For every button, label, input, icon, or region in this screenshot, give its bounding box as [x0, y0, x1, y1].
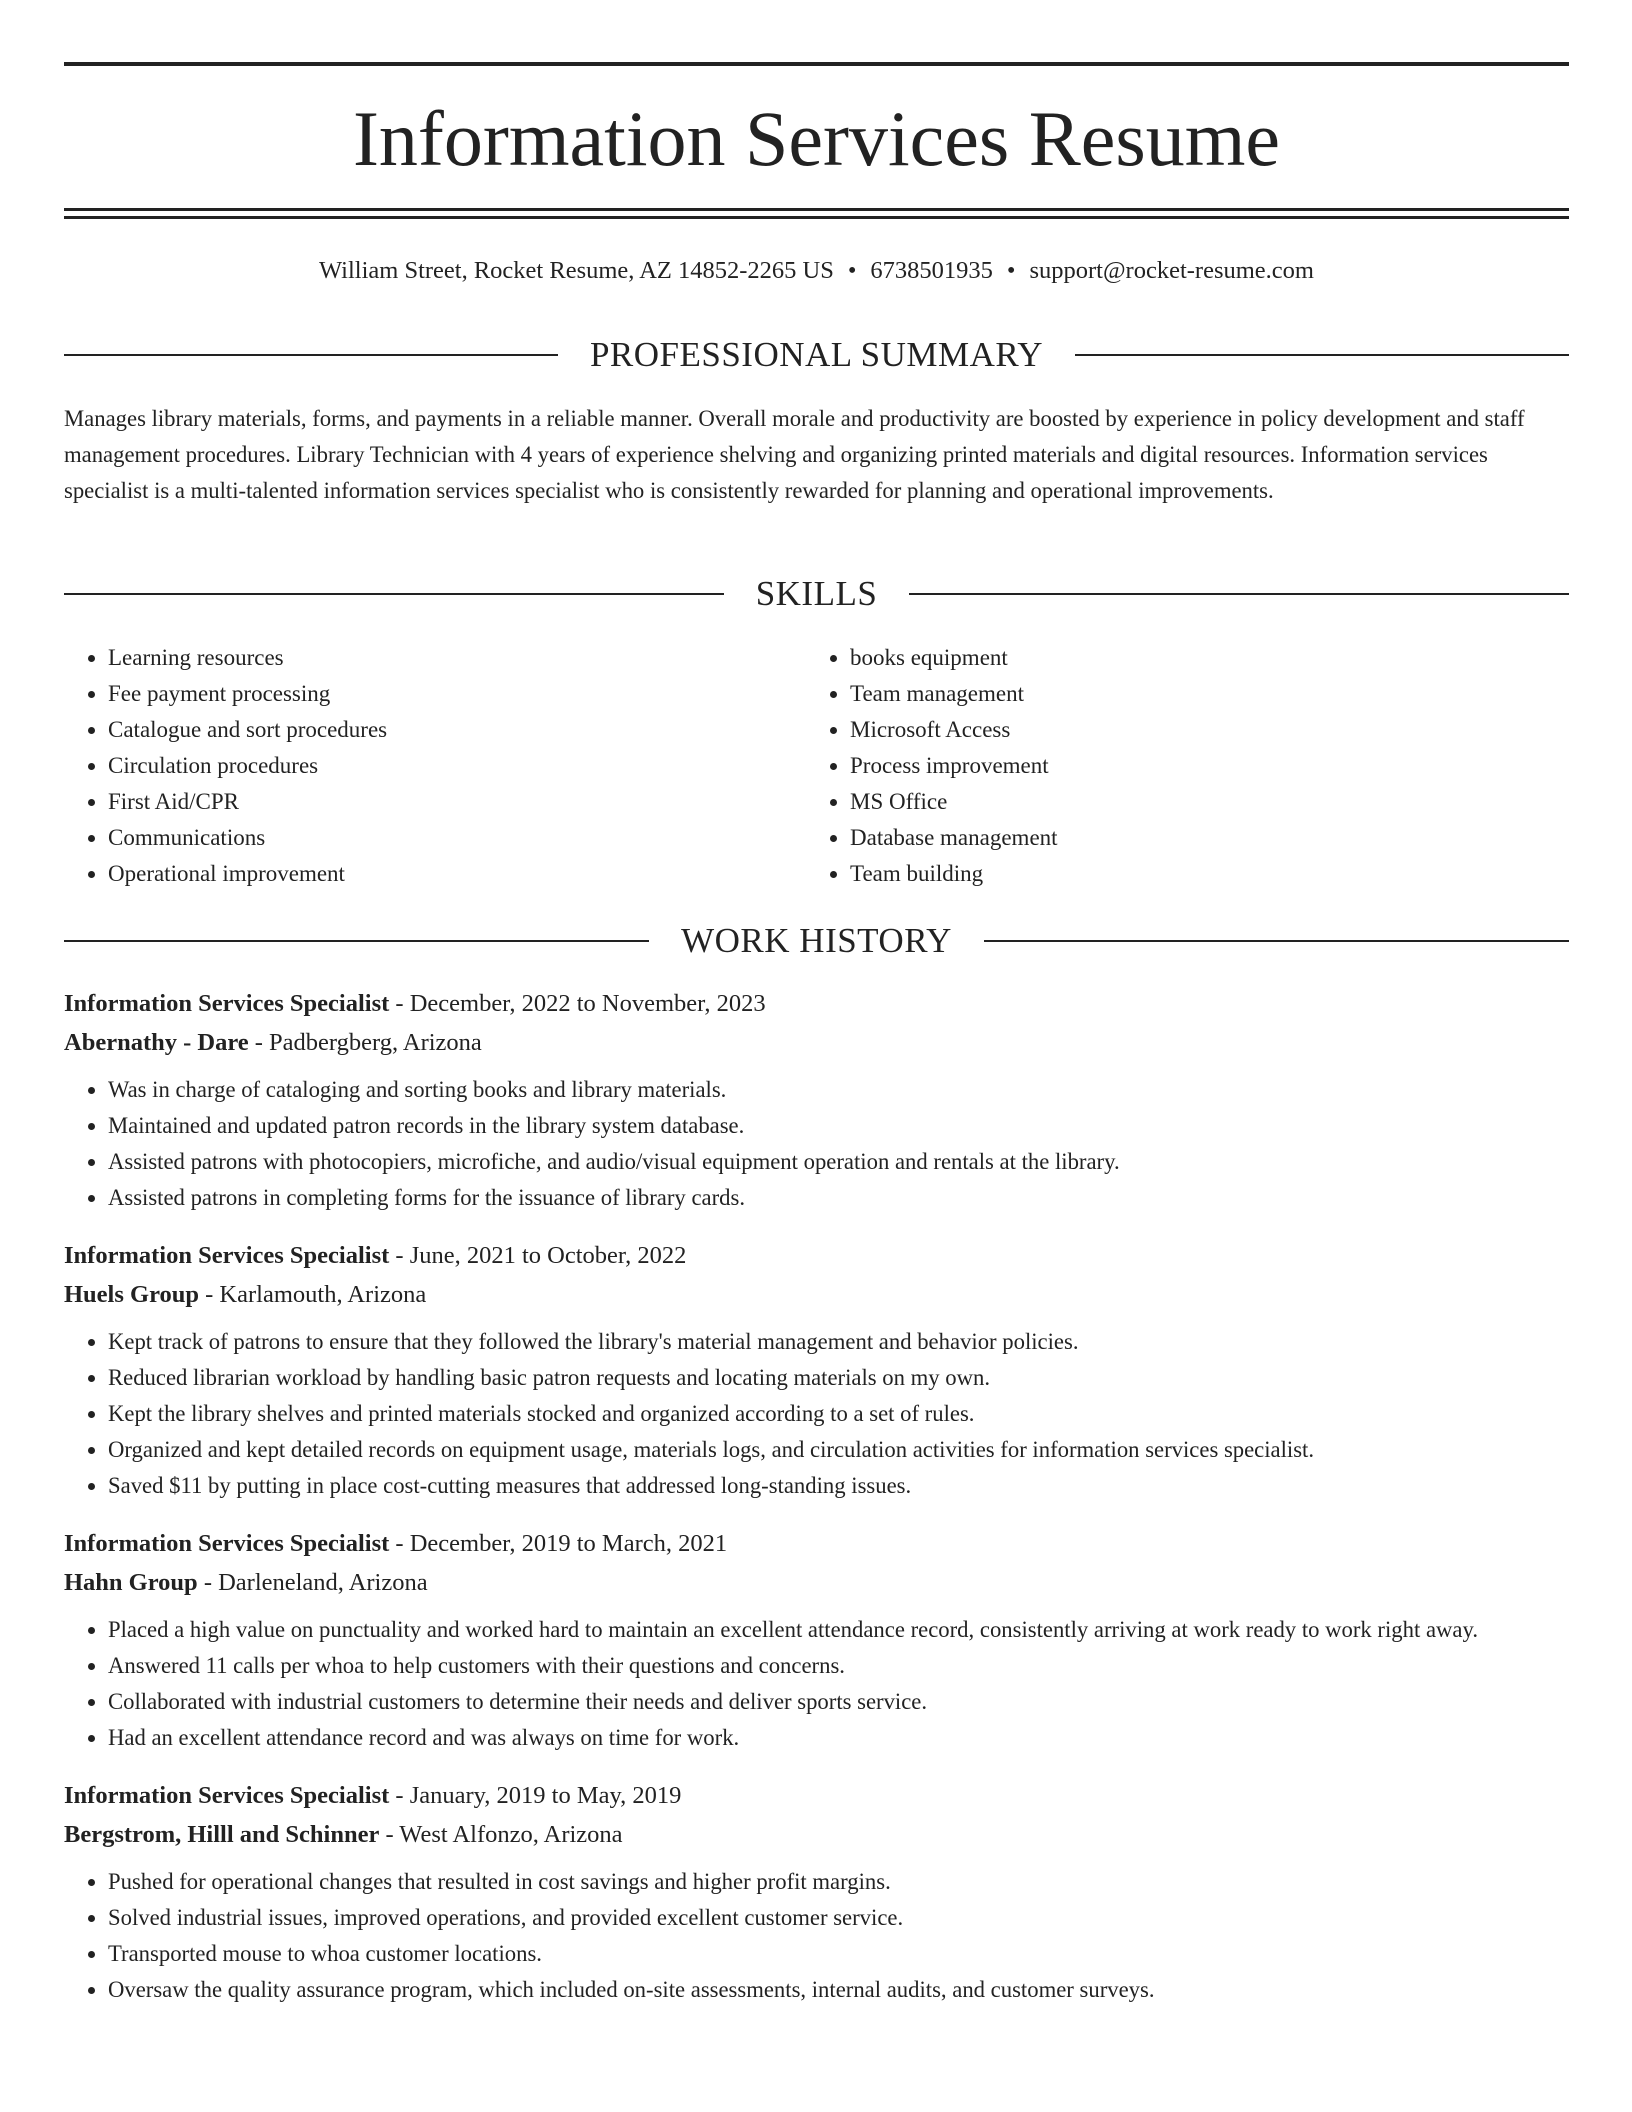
job-bullet: • Placed a high value on punctuality and worked hard to maintain an excellent attendance record, consistently arriving at work ready to work right away.	[108, 1612, 1569, 1648]
top-rule	[64, 62, 1569, 66]
job-bullet: • Assisted patrons with photocopiers, microfiche, and audio/visual equipment operation and rentals at the library.	[108, 1144, 1569, 1180]
job-bullets	[64, 1324, 1569, 1504]
skill-item: • Microsoft Access	[850, 712, 1550, 748]
skill-item: • Catalogue and sort procedures	[108, 712, 806, 748]
job-bullet: • Collaborated with industrial customers to determine their needs and deliver sports service.	[108, 1684, 1569, 1720]
contact-address: William Street, Rocket Resume, AZ 14852-2265 US	[319, 257, 834, 284]
job-bullet: • Saved $11 by putting in place cost-cutting measures that addressed long-standing issues.	[108, 1468, 1569, 1504]
job-company: Bergstrom, Hilll and Schinner	[64, 1821, 380, 1848]
title-rule-upper	[64, 208, 1569, 211]
contact-email: support@rocket-resume.com	[1029, 257, 1314, 284]
job-location: - Padbergberg, Arizona	[248, 1029, 482, 1056]
job-entry	[64, 1776, 1569, 2008]
job-entry	[64, 984, 1569, 1216]
job-bullet: • Reduced librarian workload by handling basic patron requests and locating materials on my own.	[108, 1360, 1569, 1396]
job-bullet: • Kept track of patrons to ensure that they followed the library's material management and behavior policies.	[108, 1324, 1569, 1360]
skill-item: • MS Office	[850, 784, 1550, 820]
job-location: - Karlamouth, Arizona	[199, 1281, 427, 1308]
summary-text: Manages library materials, forms, and payments in a reliable manner. Overall morale and productivity are boosted by experience in policy development and staff management procedures. Library Technician with 4 years of experience shelving and organizing printed materials and digital resources. Information services specialist is a multi-talented information services specialist who is consistently rewarded for planning and operational improvements.	[64, 406, 1525, 503]
job-bullet: • Organized and kept detailed records on equipment usage, materials logs, and circulation activities for information services specialist.	[108, 1432, 1569, 1468]
title-rule-lower	[64, 216, 1569, 219]
heading-rule	[909, 593, 1569, 595]
job-company: Abernathy - Dare	[64, 1029, 249, 1056]
job-bullet: • Assisted patrons in completing forms for the issuance of library cards.	[108, 1180, 1569, 1216]
job-title-line	[64, 1524, 1569, 1563]
job-title: Information Services Specialist	[64, 990, 390, 1017]
job-company-line	[64, 1563, 1569, 1602]
heading-rule	[1075, 354, 1569, 356]
skills-column-right	[806, 640, 1550, 892]
summary-heading	[64, 335, 1569, 375]
skills-list	[64, 640, 1569, 892]
job-company: Huels Group	[64, 1281, 200, 1308]
job-bullet: • Transported mouse to whoa customer locations.	[108, 1936, 1569, 1972]
job-company-line	[64, 1815, 1569, 1854]
job-company-line	[64, 1023, 1569, 1062]
heading-rule	[984, 940, 1569, 942]
job-title-line	[64, 984, 1569, 1023]
heading-rule	[64, 940, 649, 942]
job-dates: - January, 2019 to May, 2019	[389, 1782, 682, 1809]
skill-item: • Process improvement	[850, 748, 1550, 784]
skills-column-left	[64, 640, 806, 892]
contact-separator: •	[1006, 257, 1016, 284]
skills-heading	[64, 574, 1569, 614]
skill-item: • Fee payment processing	[108, 676, 806, 712]
skills-heading-label: SKILLS	[755, 574, 878, 613]
skill-item: • Database management	[850, 820, 1550, 856]
job-title-line	[64, 1776, 1569, 1815]
job-company-line	[64, 1275, 1569, 1314]
skill-item: • Team management	[850, 676, 1550, 712]
job-bullet: • Solved industrial issues, improved operations, and provided excellent customer service.	[108, 1900, 1569, 1936]
job-company: Hahn Group	[64, 1569, 198, 1596]
heading-rule	[64, 354, 558, 356]
job-bullet: • Kept the library shelves and printed materials stocked and organized according to a set of rules.	[108, 1396, 1569, 1432]
job-bullets	[64, 1612, 1569, 1756]
skill-item: • Circulation procedures	[108, 748, 806, 784]
heading-rule	[64, 593, 724, 595]
contact-line	[64, 255, 1569, 287]
skill-item: • Team building	[850, 856, 1550, 892]
work-history-list	[64, 984, 1569, 2028]
job-bullet: • Oversaw the quality assurance program, which included on-site assessments, internal audits, and customer surveys.	[108, 1972, 1569, 2008]
job-dates: - December, 2022 to November, 2023	[389, 990, 766, 1017]
resume-title: Information Services Resume	[352, 95, 1281, 182]
job-bullets	[64, 1864, 1569, 2008]
job-location: - Darleneland, Arizona	[197, 1569, 428, 1596]
job-location: - West Alfonzo, Arizona	[379, 1821, 623, 1848]
skill-item: • Operational improvement	[108, 856, 806, 892]
job-title: Information Services Specialist	[64, 1242, 390, 1269]
summary-heading-label: PROFESSIONAL SUMMARY	[589, 335, 1044, 374]
skill-item: • Communications	[108, 820, 806, 856]
job-entry	[64, 1236, 1569, 1504]
job-title: Information Services Specialist	[64, 1782, 390, 1809]
job-entry	[64, 1524, 1569, 1756]
contact-separator: •	[847, 257, 857, 284]
job-title: Information Services Specialist	[64, 1530, 390, 1557]
job-bullet: • Was in charge of cataloging and sorting books and library materials.	[108, 1072, 1569, 1108]
job-dates: - December, 2019 to March, 2021	[389, 1530, 728, 1557]
job-bullet: • Answered 11 calls per whoa to help customers with their questions and concerns.	[108, 1648, 1569, 1684]
job-bullet: • Had an excellent attendance record and was always on time for work.	[108, 1720, 1569, 1756]
job-bullet: • Pushed for operational changes that resulted in cost savings and higher profit margins.	[108, 1864, 1569, 1900]
job-title-line	[64, 1236, 1569, 1275]
skill-item: • First Aid/CPR	[108, 784, 806, 820]
job-bullet: • Maintained and updated patron records in the library system database.	[108, 1108, 1569, 1144]
work-history-heading-label: WORK HISTORY	[681, 921, 952, 960]
job-dates: - June, 2021 to October, 2022	[389, 1242, 687, 1269]
contact-phone: 6738501935	[870, 257, 993, 284]
job-bullets	[64, 1072, 1569, 1216]
work-history-heading	[64, 921, 1569, 961]
skill-item: • books equipment	[850, 640, 1550, 676]
skill-item: • Learning resources	[108, 640, 806, 676]
